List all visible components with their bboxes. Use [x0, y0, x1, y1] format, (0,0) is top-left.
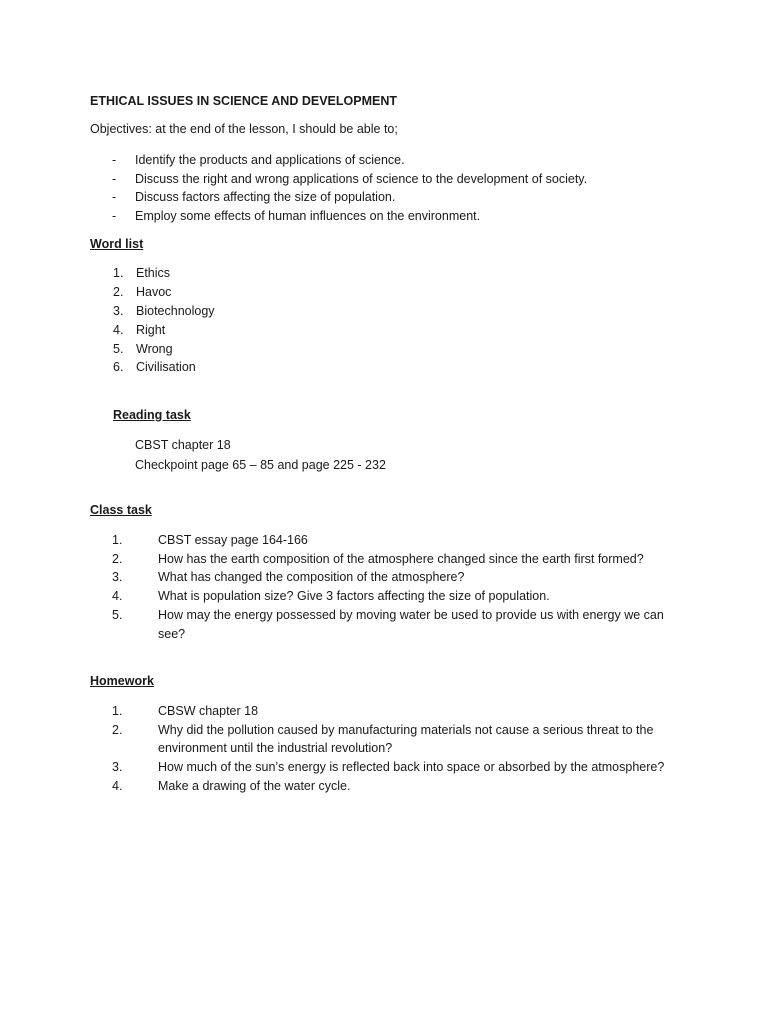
homework-text: CBSW chapter 18: [158, 704, 259, 718]
objectives-list: [112, 151, 587, 226]
objective-item: - Identify the products and applications of science.: [112, 151, 587, 170]
class-task-heading: Class task: [90, 503, 152, 517]
reading-task-body: [135, 436, 386, 475]
homework-item: 3. How much of the sun’s energy is reflected back into space or absorbed by the atmosphere?: [112, 760, 665, 775]
word-list-item: 4. Right: [113, 322, 166, 337]
objective-item: - Discuss the right and wrong applications of science to the development of society.: [112, 170, 587, 189]
class-task-text: How may the energy possessed by moving water be used to provide us with energy we can see?: [158, 607, 664, 641]
class-task-item: 4. What is population size? Give 3 factors affecting the size of population.: [112, 589, 550, 604]
objective-item: - Discuss factors affecting the size of population.: [112, 188, 587, 207]
class-task-item: 5. How may the energy possessed by moving water be used to provide us with energy we can see?: [112, 607, 664, 641]
word-list: [113, 264, 215, 377]
word-list-item: 1. Ethics: [113, 266, 171, 280]
objective-item: - Employ some effects of human influences on the environment.: [112, 207, 587, 226]
homework-text: Make a drawing of the water cycle.: [158, 778, 351, 793]
word-text: Right: [136, 322, 166, 337]
homework-text: How much of the sun’s energy is reflected back into space or absorbed by the atmosphere?: [158, 760, 665, 775]
class-task-text: What has changed the composition of the atmosphere?: [158, 570, 465, 585]
word-list-item: 3. Biotechnology: [113, 303, 215, 318]
document-title: ETHICAL ISSUES IN SCIENCE AND DEVELOPMENT: [90, 94, 397, 108]
class-task-text: CBST essay page 164-166: [158, 533, 308, 547]
word-list-item: 2. Havoc: [113, 284, 172, 299]
class-task-text: What is population size? Give 3 factors affecting the size of population.: [158, 589, 550, 604]
word-text: Havoc: [136, 284, 172, 299]
reading-task-line: Checkpoint page 65 – 85 and page 225 - 232: [135, 457, 386, 472]
word-text: Civilisation: [136, 360, 196, 375]
class-task-item: 3. What has changed the composition of the atmosphere?: [112, 570, 465, 585]
class-task-text: How has the earth composition of the atmosphere changed since the earth first formed?: [158, 551, 644, 566]
word-list-item: 5. Wrong: [113, 341, 173, 356]
word-list-item: 6. Civilisation: [113, 360, 196, 375]
reading-task-heading: Reading task: [113, 408, 191, 422]
word-text: Wrong: [136, 341, 173, 356]
class-task-list: [112, 531, 675, 643]
homework-item: 1. CBSW chapter 18: [112, 704, 259, 718]
word-text: Ethics: [136, 266, 171, 280]
homework-heading: Homework: [90, 674, 154, 688]
homework-text: Why did the pollution caused by manufacturing materials not cause a serious threat to the environment until the industrial revolution?: [158, 722, 654, 756]
word-text: Biotechnology: [136, 303, 215, 318]
reading-task-line: CBST chapter 18: [135, 438, 231, 452]
objectives-intro: Objectives: at the end of the lesson, I should be able to;: [90, 122, 398, 136]
homework-list: [112, 702, 675, 796]
homework-item: 2. Why did the pollution caused by manufacturing materials not cause a serious threat to the environment until the industrial revolution?: [112, 722, 654, 756]
class-task-item: 2. How has the earth composition of the atmosphere changed since the earth first formed?: [112, 551, 644, 566]
homework-item: 4. Make a drawing of the water cycle.: [112, 778, 351, 793]
word-list-heading: Word list: [90, 237, 144, 251]
class-task-item: 1. CBST essay page 164-166: [112, 533, 308, 547]
